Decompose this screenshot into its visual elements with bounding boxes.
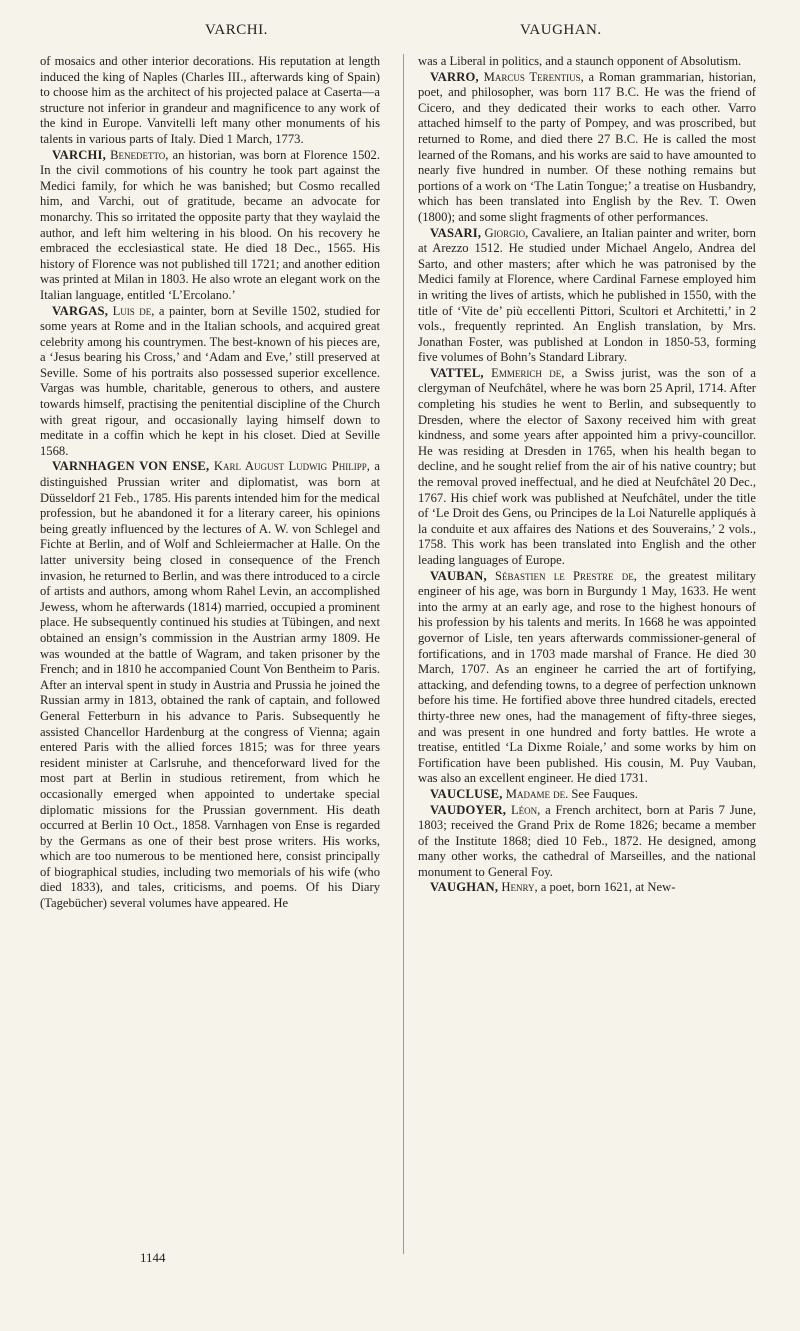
- right-column: [418, 54, 756, 896]
- entry-vauban: [418, 569, 756, 787]
- entry-vattel: [418, 366, 756, 569]
- entry-vanvitelli-continued: of mosaics and other interior decorations. His reputation at length induced the king of Naples (Charles III., afterwards king of Spain) to choose him as the architect of his projected palace at Caserta—a structure not inferior in grandeur and magnificence to any work of the kind in Europe. Vanvitelli left many other monuments of his talents in various parts of Italy. Died 1 March, 1773.: [40, 54, 380, 146]
- forename: Marcus Terentius,: [483, 69, 584, 84]
- entry-text: a poet, born 1621, at New-: [540, 880, 676, 895]
- running-head-right: VAUGHAN.: [520, 22, 602, 38]
- forename: Léon,: [510, 802, 541, 817]
- headword: VATTEL,: [430, 365, 484, 380]
- left-column: [40, 54, 380, 912]
- entry-vasari: [418, 226, 756, 366]
- entry-text: a Roman grammarian, historian, poet, and philosopher, was born 117 B.C. He was the friend of Cicero, and they dedicated their works to each other. Varro attached himself to the party of Pompey, and was proscribed, but returned to Rome, and died there 27 B.C. He is called the most learned of the Romans, and his works are said to have amounted to nearly five hundred in number. Of these nothing remains but portions of a work on ‘The Latin Tongue;’ a treatise on Husbandry, which has been translated into English by the Rev. T. Owen (1800); and some slight fragments of other performances.: [418, 69, 756, 224]
- forename: Karl August Ludwig Philipp,: [213, 459, 370, 474]
- headword: VARNHAGEN VON ENSE,: [52, 459, 210, 474]
- entry-vaughan: [418, 880, 756, 896]
- page-number: 1144: [140, 1250, 166, 1265]
- entry-text: an historian, was born at Florence 1502. In the civil commotions of his country he took part against the Medici family, for which he was banished; but Cosmo recalled him, and Varchi, out of gratitude, became an advocate for monarchy. This so irritated the opposite party that they waylaid the author, and left him weltering in his blood. On his recovery he embraced the ecclesiastical state. He died 18 Dec., 1565. His history of Florence was not published till 1721; and another edition was printed at Milan in 1803. He also wrote an elegant work on the Italian language, entitled ‘L’Ercolano.’: [40, 147, 380, 302]
- headword: VASARI,: [430, 225, 482, 240]
- headword: VAUDOYER,: [430, 802, 507, 817]
- forename: Henry,: [501, 880, 538, 895]
- entry-varchi: [40, 148, 380, 304]
- entry-text: Cavaliere, an Italian painter and writer, born at Arezzo 1512. He studied under Michael Angelo, Andrea del Sarto, and other masters; after which he was patronised by the Medici family at Florence, where Cardinal Farnese employed him in writing the lives of artists, which he published in 1550, with the title of ‘Vite de’ più eccellenti Pittori, Scultori et Architetti,’ in 2 vols., frequently reprinted. An English translation, by Mrs. Jonathan Foster, was published at London in 1850-53, forming five volumes of Bohn’s Standard Library.: [418, 225, 756, 365]
- entry-text: See Fauques.: [571, 786, 638, 801]
- entry-varnhagen-continued: was a Liberal in politics, and a staunch opponent of Absolutism.: [418, 54, 742, 68]
- entry-text: a Swiss jurist, was the son of a clergyman of Neufchâtel, where he was born 25 April, 1714. After completing his studies he went to Berlin, and subsequently to Dresden, where the elector of Saxony received him with great kindness, and some years after appointed him a privy-councillor. He was residing at Dresden in 1765, when his health began to decline, and he sought relief from the air of his native country; but the removal proved ineffectual, and he died at Neufchâtel 20 Dec., 1767. His chief work was published at Neufchâtel, under the title of ‘Le Droit des Gens, ou Principes de la Loi Naturelle appliqués à la conduite et aux affaires des Nations et des Souverains,’ 2 vols., 1758. This work has been translated into English and the other leading languages of Europe.: [418, 365, 757, 567]
- forename: Sébastien le Prestre de,: [495, 568, 637, 583]
- forename: Giorgio,: [484, 225, 529, 240]
- forename: Emmerich de,: [491, 365, 565, 380]
- forename: Luis de,: [112, 303, 155, 318]
- entry-text: a painter, born at Seville 1502, studied for some years at Rome and in the Italian schools, and acquired great celebrity among his countrymen. The best-known of his pieces are, a ‘Jesus bearing his Cross,’ and ‘Adam and Eve,’ still preserved at Seville. Some of his portraits also possessed superior excellence. Vargas was humble, charitable, generous to others, and austere towards himself, practising the penitential discipline of the Church with great rigour, and occasionally laying himself down to meditate in a coffin which he kept in his closet. Died at Seville 1568.: [40, 303, 380, 458]
- entry-varnhagen: [40, 459, 380, 911]
- forename: Madame de.: [505, 786, 569, 801]
- headword: VARRO,: [430, 69, 479, 84]
- entry-varro: [418, 70, 756, 226]
- headword: VAUCLUSE,: [430, 786, 503, 801]
- running-head-left: VARCHI.: [205, 22, 268, 38]
- headword: VARCHI,: [52, 147, 107, 162]
- entry-vaucluse: [418, 787, 756, 803]
- forename: Benedetto,: [110, 147, 169, 162]
- entry-text: a distinguished Prussian writer and diplomatist, was born at Düsseldorf 21 Feb., 1785. His parents intended him for the medical profession, but he abandoned it for a literary career, his opinions being greatly influenced by the lectures of A. W. von Schlegel and Fichte at Berlin, and of Wolf and Schleiermacher at Halle. On the latter university being closed in consequence of the French invasion, he returned to Berlin, and was there introduced to a circle of artists and authors, among whom Rahel Levin, an accomplished Jewess, whom he afterwards (1814) married, occupied a prominent place. He subsequently continued his studies at Tübingen, and next obtained an ensign’s commission in the Austrian army 1809. He was wounded at the battle of Wagram, and taken prisoner by the French; and in 1810 he accompanied Count Von Bentheim to Paris. After an interval spent in study in Austria and Prussia he joined the Russian army in 1813, obtained the rank of captain, and followed General Fetterburn in his advance to Paris. Subsequently he assisted Chancellor Hardenburg at the congress of Vienna; again entered Paris with the allied forces 1815; was for three years resident minister at Carlsruhe, and thenceforward lived for the most part at Berlin in studious retirement, from which he occasionally emerged when appointed to undertake special diplomatic missions for the Prussian government. His death occurred at Berlin 10 Oct., 1858. Varnhagen von Ense is regarded by the Germans as one of their best prose writers. His works, which are too numerous to be mentioned here, consist principally of biographical studies, including two memorials of his wife (who died 1833), and tales, criticisms, and poems. Of his Diary (Tagebücher) several volumes have appeared. He: [40, 459, 381, 911]
- headword: VAUGHAN,: [430, 880, 499, 895]
- column-divider: [403, 54, 404, 1254]
- entry-text: the greatest military engineer of his age, was born in Burgundy 1 May, 1633. He went into the army at an early age, and rose to the highest honours of his profession by his talents and merits. In 1668 he was appointed governor of Lisle, ten years afterwards commissioner-general of fortifications, and in 1703 made marshal of France. He died 30 March, 1707. As an engineer he carried the art of fortifying, attacking, and defending towns, to a degree of perfection unknown before his time. He fortified above three hundred citadels, erected thirty-three new ones, had the management of fifty-three sieges, and was present in one hundred and forty battles. He wrote a treatise, entitled ‘La Dixme Roiale,’ and some works by him on Fortification have been published. His cousin, M. Puy Vauban, was also an excellent engineer. He died 1731.: [418, 568, 756, 786]
- headword: VAUBAN,: [430, 568, 487, 583]
- entry-text: a French architect, born at Paris 7 June, 1803; received the Grand Prix de Rome 1826; became a member of the Institute 1868; died 10 Feb., 1872. He designed, among many other works, the cathedral of Marseilles, and the national monument to General Foy.: [418, 802, 756, 879]
- running-head: [0, 22, 800, 46]
- entry-vargas: [40, 304, 380, 460]
- entry-vaudoyer: [418, 803, 756, 881]
- headword: VARGAS,: [52, 303, 109, 318]
